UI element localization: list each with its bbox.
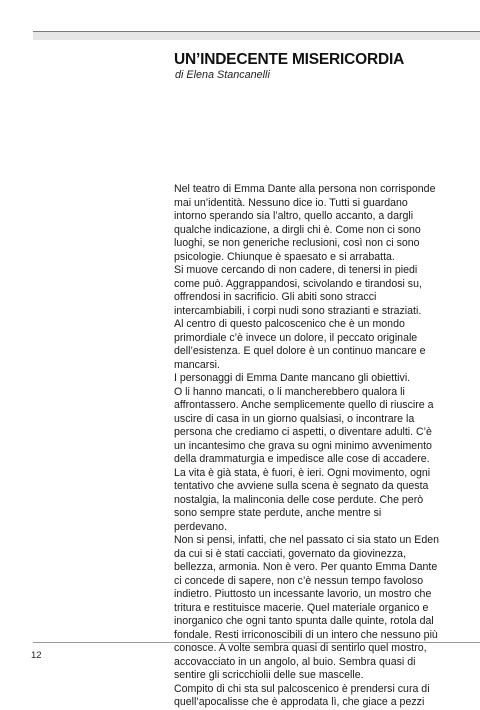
body-text-line: bellezza, armonia. Non è vero. Per quanto Emma Dante bbox=[174, 561, 438, 573]
body-text-line: della drammaturgia e impedisce alle cose di accadere. bbox=[174, 453, 430, 465]
body-text-line: perdevano. bbox=[174, 520, 228, 533]
body-text-line: nostalgia, la malinconia delle cose perdute. Che però bbox=[174, 493, 424, 506]
body-text-line: quell’apocalisse che è approdata lì, che giace a pezzi bbox=[174, 696, 425, 708]
body-text-line: psicologie. Chiunque è spaesato e si arrabatta. bbox=[174, 250, 395, 263]
body-text-line: sentire gli scricchiolii delle sue mascelle. bbox=[174, 669, 364, 681]
article-title: UN’INDECENTE MISERICORDIA bbox=[174, 51, 405, 68]
body-text-line: uscire di casa in un giorno qualsiasi, o incontrare la bbox=[174, 412, 415, 425]
body-text-line: conosce. A volte sembra quasi di sentirlo quel mostro, bbox=[174, 642, 427, 654]
body-text-line: intercambiabili, i corpi nudi sono strazianti e straziati. bbox=[174, 304, 422, 317]
body-text-line: Al centro di questo palcoscenico che è un mondo bbox=[174, 318, 405, 330]
body-text-line: indietro. Piuttosto un incessante lavorio, un mostro che bbox=[174, 588, 432, 600]
body-text-line: O li hanno mancati, o li mancherebbero qualora li bbox=[174, 385, 405, 398]
body-text-line: offrendosi in sacrificio. Gli abiti sono stracci bbox=[174, 291, 377, 303]
body-text-line: un incantesimo che grava su ogni minimo avvenimento bbox=[174, 439, 432, 452]
body-text-line: tentativo che avviene sulla scena è segnato da questa bbox=[174, 480, 429, 492]
header-rule bbox=[33, 31, 480, 32]
body-text-line: Non si pensi, infatti, che nel passato ci sia stato un Eden bbox=[174, 534, 439, 546]
body-text-line: tritura e restituisce macerie. Quel materiale organico e bbox=[174, 601, 429, 614]
header-band bbox=[33, 31, 480, 40]
body-text-line: luoghi, se non generiche reclusioni, così non ci sono bbox=[174, 237, 420, 249]
body-text-line: qualche indicazione, a dirgli chi è. Come non ci sono bbox=[174, 223, 421, 236]
body-text-line: La vita è già stata, è fuori, è ieri. Ogni movimento, ogni bbox=[174, 466, 431, 479]
body-text-line: Nel teatro di Emma Dante alla persona non corrisponde bbox=[174, 183, 436, 195]
body-text-line: Si muove cercando di non cadere, di tenersi in piedi bbox=[174, 264, 418, 276]
footer-rule bbox=[33, 642, 480, 643]
body-text-line: accovacciato in un angolo, al buio. Sembra quasi di bbox=[174, 655, 416, 668]
body-text-line: fondale. Resti irriconoscibili di un intero che nessuno più bbox=[174, 628, 438, 641]
body-text-line: da cui si è stati cacciati, governato da giovinezza, bbox=[174, 547, 407, 560]
body-text-line: persona che crediamo ci aspetti, o diventare adulti. C’è bbox=[174, 426, 432, 438]
article-byline: di Elena Stancanelli bbox=[175, 69, 270, 81]
body-text-line: Compito di chi sta sul palcoscenico è prendersi cura di bbox=[174, 682, 430, 695]
body-text-line: mai un’identità. Nessuno dice io. Tutti si guardano bbox=[174, 196, 408, 209]
body-text-line: ci concede di sapere, non c’è nessun tempo favoloso bbox=[174, 574, 424, 587]
body-text-line: mancarsi. bbox=[174, 358, 220, 371]
body-text-line: inorganico che ogni tanto spunta dalle quinte, rotola dal bbox=[174, 615, 434, 627]
page-number: 12 bbox=[31, 650, 42, 661]
body-text-line: I personaggi di Emma Dante mancano gli obiettivi. bbox=[174, 372, 411, 384]
article-body bbox=[174, 183, 474, 710]
body-text-line: intorno sperando sia l’altro, quello accanto, a dargli bbox=[174, 210, 414, 222]
body-text-line: sono sempre state perdute, anche mentre si bbox=[174, 507, 382, 519]
body-text-line: dell’esistenza. E quel dolore è un continuo mancare e bbox=[174, 345, 426, 357]
body-text-line: primordiale c’è invece un dolore, il peccato originale bbox=[174, 331, 418, 344]
body-text-line: come può. Aggrappandosi, scivolando e tirandosi su, bbox=[174, 277, 422, 290]
body-text-line: affrontassero. Anche semplicemente quello di riuscire a bbox=[174, 399, 434, 411]
